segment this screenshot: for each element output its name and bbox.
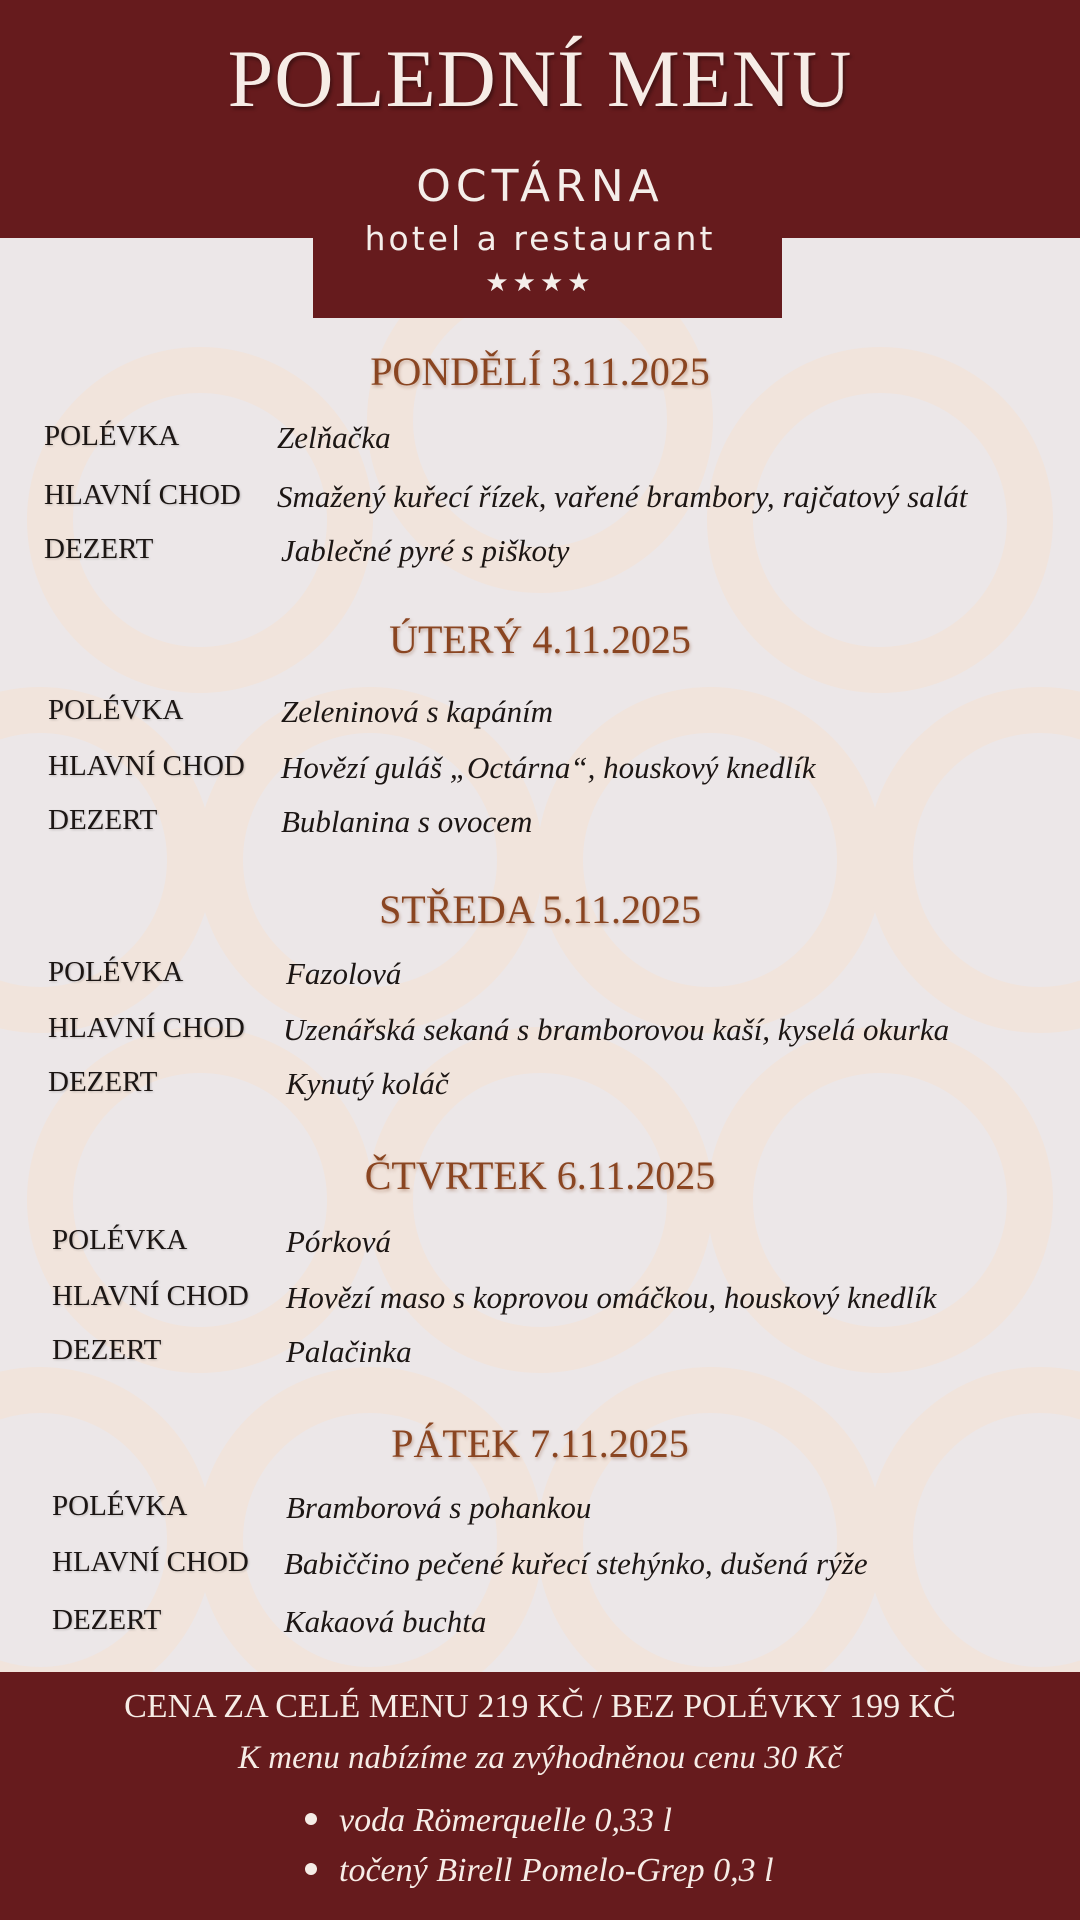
drink-item-label: voda Römerquelle 0,33 l xyxy=(339,1802,672,1839)
row-label: DEZERT xyxy=(48,804,158,836)
row-dish: Zeleninová s kapáním xyxy=(281,694,554,729)
row-label: HLAVNÍ CHOD xyxy=(52,1546,249,1578)
menu-row-main xyxy=(0,1280,1080,1320)
restaurant-subtitle: hotel a restaurant xyxy=(364,219,716,258)
row-label: DEZERT xyxy=(44,533,154,565)
drink-item xyxy=(305,1804,672,1838)
row-label: HLAVNÍ CHOD xyxy=(48,750,245,782)
menu-price: CENA ZA CELÉ MENU 219 KČ / BEZ POLÉVKY 199 KČ xyxy=(124,1688,956,1725)
drink-item-label: točený Birell Pomelo-Grep 0,3 l xyxy=(339,1852,774,1889)
row-label: DEZERT xyxy=(52,1334,162,1366)
row-dish: Kakaová buchta xyxy=(284,1604,487,1639)
day-heading: STŘEDA 5.11.2025 xyxy=(379,887,701,932)
hotel-stars: ★★★★ xyxy=(485,268,595,298)
menu-row-main xyxy=(0,479,1080,519)
row-dish: Kynutý koláč xyxy=(286,1066,449,1101)
row-dish: Jablečné pyré s piškoty xyxy=(281,533,570,568)
row-dish: Bublanina s ovocem xyxy=(281,804,533,839)
restaurant-name: OCTÁRNA xyxy=(416,161,664,212)
bullet-icon xyxy=(305,1813,317,1825)
day-heading: ČTVRTEK 6.11.2025 xyxy=(364,1153,716,1198)
row-label: POLÉVKA xyxy=(52,1490,188,1522)
row-label: HLAVNÍ CHOD xyxy=(44,479,241,511)
menu-row-soup xyxy=(0,420,1080,460)
row-dish: Fazolová xyxy=(286,956,402,991)
row-label: DEZERT xyxy=(52,1604,162,1636)
drink-offer-text: K menu nabízíme za zvýhodněnou cenu 30 Kč xyxy=(238,1740,842,1776)
row-dish: Uzenářská sekaná s bramborovou kaší, kyselá okurka xyxy=(283,1012,950,1047)
row-dish: Palačinka xyxy=(286,1334,412,1369)
row-label: POLÉVKA xyxy=(52,1224,188,1256)
row-dish: Smažený kuřecí řízek, vařené brambory, rajčatový salát xyxy=(277,479,968,514)
menu-row-dessert xyxy=(0,1066,1080,1106)
row-dish: Babiččino pečené kuřecí stehýnko, dušená rýže xyxy=(284,1546,868,1581)
menu-row-main xyxy=(0,1012,1080,1052)
row-label: HLAVNÍ CHOD xyxy=(48,1012,245,1044)
drink-item xyxy=(305,1854,774,1888)
menu-row-dessert xyxy=(0,804,1080,844)
row-label: POLÉVKA xyxy=(48,956,184,988)
bullet-icon xyxy=(305,1863,317,1875)
day-heading: PONDĚLÍ 3.11.2025 xyxy=(370,349,710,394)
menu-row-dessert xyxy=(0,1334,1080,1374)
row-dish: Bramborová s pohankou xyxy=(286,1490,592,1525)
menu-row-dessert xyxy=(0,533,1080,573)
menu-row-main xyxy=(0,1546,1080,1586)
menu-row-dessert xyxy=(0,1604,1080,1644)
row-label: DEZERT xyxy=(48,1066,158,1098)
row-label: POLÉVKA xyxy=(48,694,184,726)
menu-row-soup xyxy=(0,1490,1080,1530)
row-dish: Zelňačka xyxy=(277,420,391,455)
menu-row-main xyxy=(0,750,1080,790)
menu-row-soup xyxy=(0,694,1080,734)
menu-row-soup xyxy=(0,956,1080,996)
row-label: HLAVNÍ CHOD xyxy=(52,1280,249,1312)
day-heading: ÚTERÝ 4.11.2025 xyxy=(389,617,691,662)
row-dish: Pórková xyxy=(286,1224,392,1259)
row-dish: Hovězí maso s koprovou omáčkou, houskový knedlík xyxy=(286,1280,937,1315)
menu-title: POLEDNÍ MENU xyxy=(227,33,853,124)
row-dish: Hovězí guláš „Octárna“, houskový knedlík xyxy=(281,750,816,785)
menu-row-soup xyxy=(0,1224,1080,1264)
row-label: POLÉVKA xyxy=(44,420,180,452)
day-heading: PÁTEK 7.11.2025 xyxy=(391,1421,689,1466)
